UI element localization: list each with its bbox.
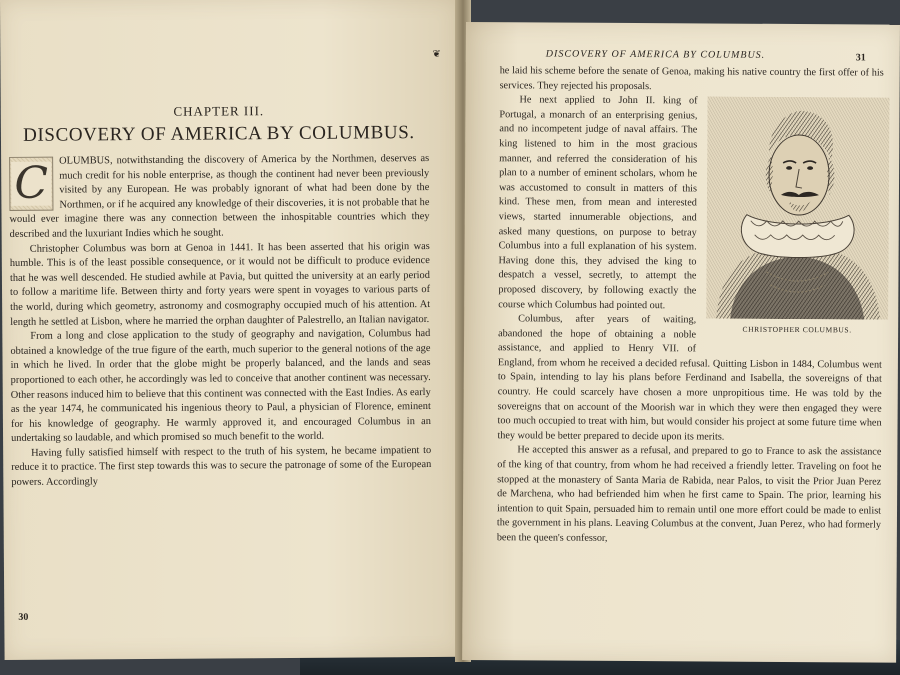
opening-paragraph	[9, 152, 430, 242]
figure-caption: CHRISTOPHER COLUMBUS.	[742, 324, 852, 335]
paragraph: He next applied to John II. king of Portugal, a monarch of an enterprising genius, and no incompetent judge of naval affairs. The king listened to him in the most gracious manner, and referred the consideration of his plan to a number of eminent scholars, whom he was accustomed to consult in matters of this kind. These men, from mean and interested views, started innumerable objections, and asked many questions, on purpose to betray Columbus into a full explanation of his system. Having done this, they advised the king to despatch a vessel, secretly, to attempt the proposed discovery, by following exactly the course which Columbus had pointed out.	[498, 94, 698, 311]
chapter-label: CHAPTER III.	[173, 103, 265, 119]
paragraph: From a long and close application to the study of geography and navigation, Columbus had obtained a knowledge of the true figure of the earth, much superior to the general notions of the age in which he lived. In order that the globe might be properly balanced, and the lands and seas proportioned to each other, he accordingly was led to conceive that another continent was necessary. Other reasons induced him to believe that this continent was connected with the East Indies. As early as the year 1474, he communicated his ingenious theory to Paul, a physician of Florence, eminent for his knowledge of geography. He warmly approved it, and encouraged Columbus in an undertaking so laudable, and which promised so much benefit to the world.	[10, 328, 431, 445]
page-number-left: 30	[18, 611, 29, 623]
chapter-title: DISCOVERY OF AMERICA BY COLUMBUS.	[23, 122, 415, 146]
right-page-body	[497, 64, 884, 548]
columbus-portrait	[706, 97, 889, 320]
portrait-figure	[704, 97, 891, 344]
opening-paragraph-text: OLUMBUS, notwithstanding the discovery of America by the Northmen, deserves as much credit for his noble enterprise, as though the continent had never been previously visited by any European. He was probably ignorant of what had been done by the Northmen, or if he acquired any knowledge of their discoveries, it is not probable that he would ever imagine there was any connection between the inhospitable countries which they described and the luxuriant Indies which he sought.	[9, 153, 430, 240]
paragraph: he laid his scheme before the senate of Genoa, making his native country the first offer of his services. They rejected his proposals.	[499, 65, 884, 92]
paragraph: Having fully satisfied himself with respect to the truth of his system, he became impatient to reduce it to practice. The first step towards this was to secure the patronage of some of the European powers. Accordingly	[11, 444, 432, 488]
right-page	[462, 22, 900, 663]
ornamental-dropcap	[9, 157, 53, 211]
printer-mark: ❦	[432, 48, 441, 60]
paragraph: He accepted this answer as a refusal, and prepared to go to France to ask the assistance of the king of that country, from whom he had received a friendly letter. Traveling on foot he stopped at the monastery of Santa Maria de Rabida, near Palos, to visit the Prior Juan Perez de Marchena, who had befriended him when he first came to Spain. The prior, learning his intention to quit Spain, persuaded him to remain until one more effort could be made to enlist the government in his plans. Leaving Columbus at the convent, Juan Perez, who had formerly been the queen's confessor,	[496, 444, 882, 544]
paragraph: Christopher Columbus was born at Genoa in 1441. It has been asserted that his origin was humble. This is of the least possible consequence, or it would not be difficult to produce evidence that he was well descended. He studied awhile at Pavia, but quitted the university at an early period to follow a maritime life. Between thirty and forty years were spent in voyages to various parts of the world, during which geometry, astronomy and cosmography occupied much of his attention. At length he settled at Lisbon, where he married the orphan daughter of Palestrello, an Italian navigator.	[9, 240, 431, 328]
left-page-body	[9, 102, 432, 491]
paragraph: Columbus, after years of waiting, abandoned the hope of obtaining a noble assistance, and applied to Henry VII. of England, from whom he received a decided refusal. Quitting Lisbon in 1484, Columbus went to Spain, intending to lay his plans before Ferdinand and Isabella, the sovereigns of that country. He could scarcely have chosen a more unpropitious time. He was told by the sovereigns that on account of the Moorish war in which they were then engaged they were too much occupied to treat with him, but would consider his project at some future time when they would be better prepared to decide upon its merits.	[497, 313, 882, 443]
page-number-right: 31	[855, 52, 866, 64]
dropcap-letter: C	[11, 162, 51, 206]
running-head: DISCOVERY OF AMERICA BY COLUMBUS.	[545, 48, 766, 61]
